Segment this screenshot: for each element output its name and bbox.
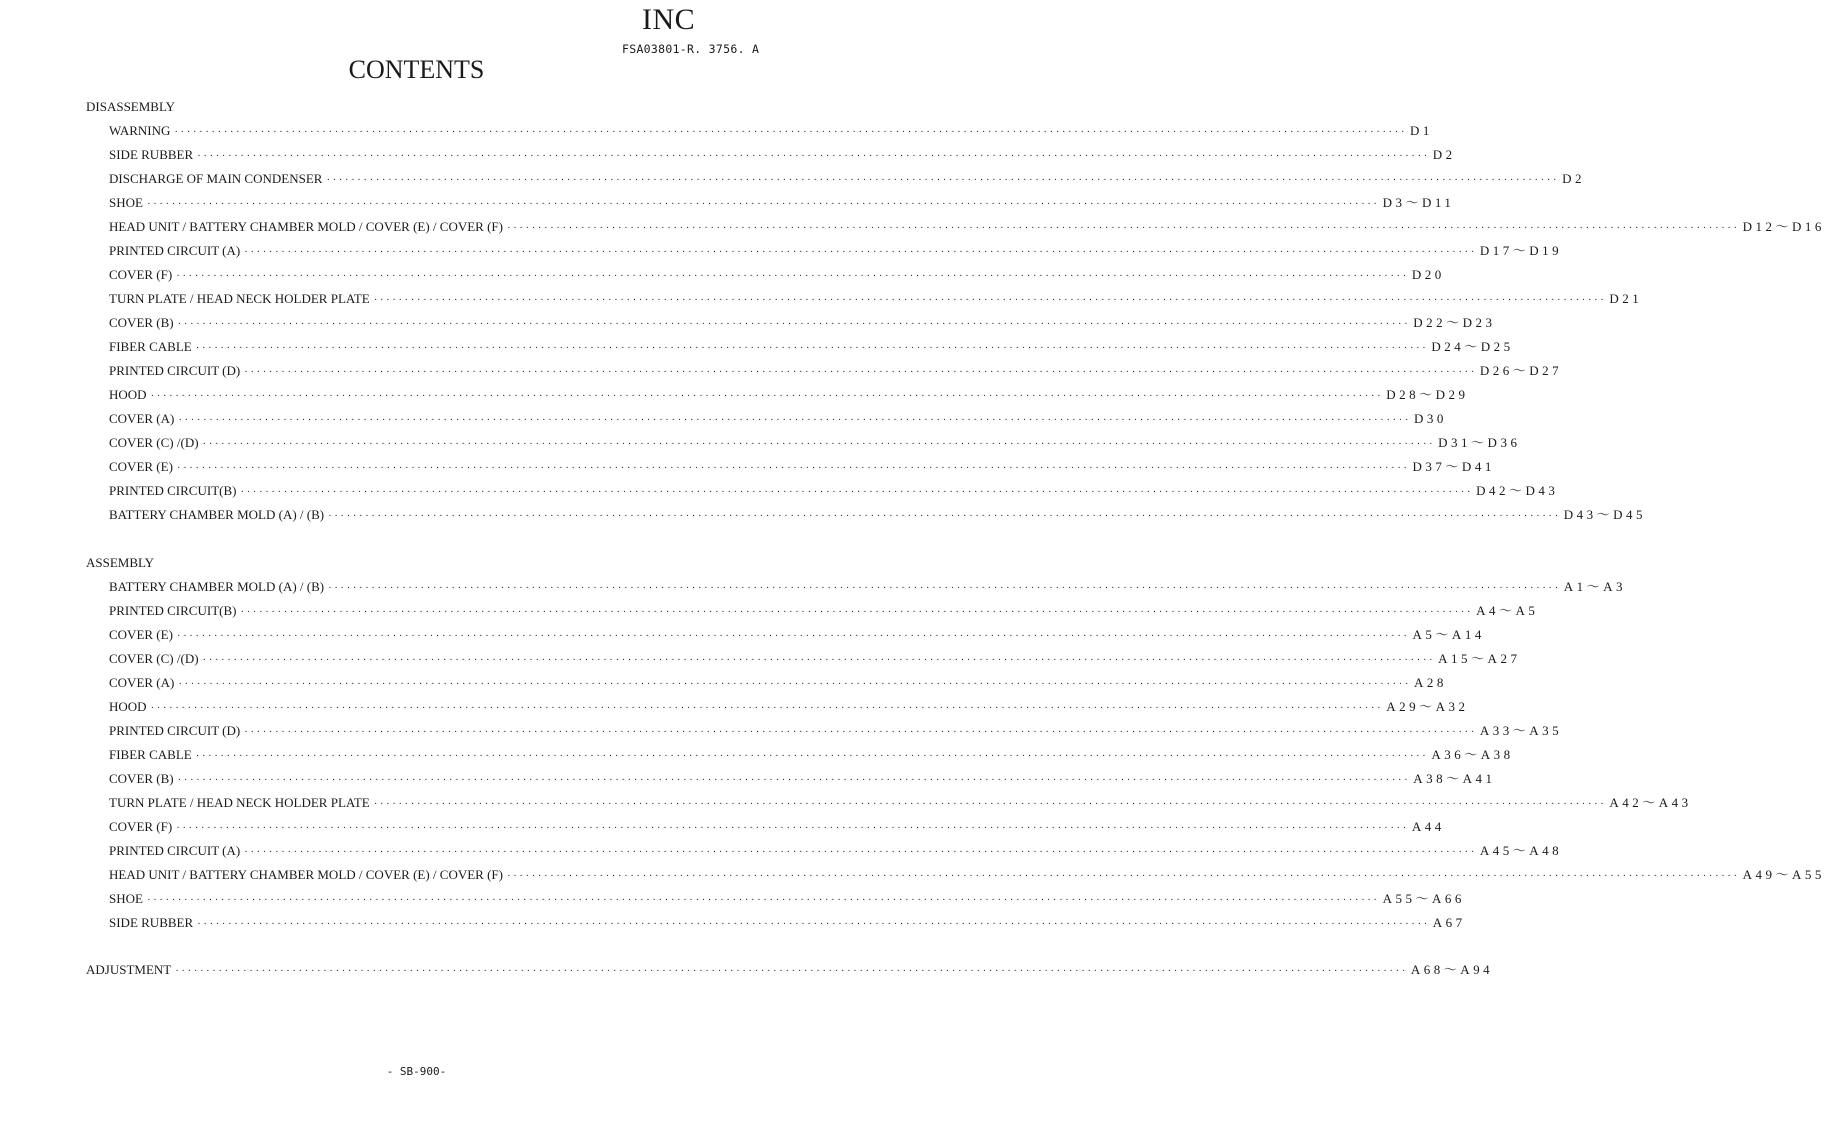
toc-entry-label: PRINTED CIRCUIT (D) [109, 723, 241, 738]
toc-entry-page: A68～A94 [1410, 962, 1494, 977]
toc-entry-label: PRINTED CIRCUIT(B) [109, 483, 237, 498]
toc-entry[interactable] [109, 771, 1496, 787]
dot-leader: ········································································································································································································ [195, 750, 1429, 762]
toc-entry-label: COVER (E) [109, 627, 173, 642]
dot-leader: ········································································································································································································ [202, 438, 1436, 450]
toc-entry-page: A55～A66 [1382, 891, 1465, 906]
toc-entry[interactable] [109, 291, 1643, 307]
toc-entry[interactable] [109, 171, 1585, 187]
toc-entry-page: D12～D16 [1742, 219, 1825, 234]
dot-leader: ········································································································································································································ [244, 366, 1477, 378]
dot-leader: ········································································································································································································ [178, 414, 1411, 426]
toc-entry-page: D21 [1609, 291, 1643, 306]
toc-entry-label: COVER (A) [109, 675, 175, 690]
dot-leader: ········································································································································································································ [150, 702, 1384, 714]
toc-entry-page: A38～A41 [1413, 771, 1496, 786]
toc-entry[interactable] [109, 891, 1465, 907]
dot-leader: ········································································································································································································ [146, 198, 1380, 210]
toc-entry-label: HOOD [109, 387, 147, 402]
toc-entry[interactable] [109, 123, 1433, 139]
dot-leader: ········································································································································································································ [146, 894, 1380, 906]
toc-entry-label: BATTERY CHAMBER MOLD (A) / (B) [109, 579, 325, 594]
dot-leader: ········································································································································································································ [373, 294, 1607, 306]
toc-entry-page: D20 [1411, 267, 1445, 282]
dot-leader: ········································································································································································································ [177, 318, 1411, 330]
toc-entry[interactable] [109, 723, 1563, 739]
toc-entry[interactable] [109, 795, 1692, 811]
toc-entry-label: SIDE RUBBER [109, 915, 194, 930]
toc-entry[interactable] [109, 675, 1447, 691]
toc-entry-page: D24～D25 [1431, 339, 1514, 354]
toc-entry[interactable] [109, 603, 1539, 619]
dot-leader: ········································································································································································································ [174, 126, 1408, 138]
dot-leader: ········································································································································································································ [326, 174, 1560, 186]
toc-entry[interactable] [109, 843, 1563, 859]
dot-leader: ········································································································································································································ [506, 222, 1740, 234]
toc-entry-label: COVER (F) [109, 267, 173, 282]
toc-entry-page: D30 [1413, 411, 1447, 426]
document-number: FSA03801-R. 3756. A [622, 42, 760, 56]
toc-entry[interactable] [109, 363, 1563, 379]
toc-entry-page: A5～A14 [1412, 627, 1485, 642]
toc-entry-page: A45～A48 [1479, 843, 1563, 858]
dot-leader: ········································································································································································································ [176, 270, 1409, 282]
toc-entry-page: A36～A38 [1431, 747, 1514, 762]
toc-entry-label: SHOE [109, 891, 143, 906]
toc-entry-page: D37～D41 [1412, 459, 1495, 474]
toc-entry-label: HEAD UNIT / BATTERY CHAMBER MOLD / COVER (E) / COVER (F) [109, 867, 503, 882]
toc-entry-page: D2 [1432, 147, 1456, 162]
toc-entry-page: A67 [1432, 915, 1466, 930]
toc-entry-label: PRINTED CIRCUIT(B) [109, 603, 237, 618]
dot-leader: ········································································································································································································ [244, 726, 1477, 738]
dot-leader: ········································································································································································································ [240, 606, 1474, 618]
toc-entry-page: D43～D45 [1563, 507, 1647, 522]
brand-name: INC [642, 3, 696, 36]
toc-entry[interactable] [109, 339, 1514, 355]
toc-entry-page: D31～D36 [1438, 435, 1521, 450]
toc-entry-label: TURN PLATE / HEAD NECK HOLDER PLATE [109, 795, 370, 810]
dot-leader: ········································································································································································································ [178, 678, 1411, 690]
toc-entry[interactable] [109, 651, 1521, 667]
toc-entry-label: BATTERY CHAMBER MOLD (A) / (B) [109, 507, 325, 522]
toc-entry-label: PRINTED CIRCUIT (D) [109, 363, 241, 378]
toc-entry[interactable] [109, 483, 1559, 499]
toc-entry[interactable] [109, 147, 1456, 163]
toc-entry-page: A15～A27 [1438, 651, 1521, 666]
toc-entry-label: WARNING [109, 123, 171, 138]
toc-entry-page: A33～A35 [1479, 723, 1563, 738]
dot-leader: ········································································································································································································ [506, 870, 1740, 882]
dot-leader: ········································································································································································································ [328, 510, 1561, 522]
toc-entry[interactable] [109, 243, 1563, 259]
toc-entry-label: COVER (C) /(D) [109, 435, 199, 450]
toc-entry-label: SHOE [109, 195, 143, 210]
toc-entry-page: D28～D29 [1386, 387, 1469, 402]
disassembly-heading: DISASSEMBLY [86, 99, 175, 114]
toc-entry[interactable] [109, 435, 1521, 451]
toc-entry-label: COVER (B) [109, 771, 174, 786]
toc-entry-label: PRINTED CIRCUIT (A) [109, 843, 241, 858]
dot-leader: ········································································································································································································ [202, 654, 1436, 666]
dot-leader: ········································································································································································································ [197, 150, 1430, 162]
toc-entry-label: COVER (F) [109, 819, 173, 834]
dot-leader: ········································································································································································································ [195, 342, 1429, 354]
toc-entry-page: A29～A32 [1386, 699, 1469, 714]
toc-entry-label: COVER (E) [109, 459, 173, 474]
toc-entry[interactable] [109, 867, 1825, 883]
toc-entry-page: D17～D19 [1479, 243, 1563, 258]
toc-entry[interactable] [109, 267, 1445, 283]
toc-entry-label: HEAD UNIT / BATTERY CHAMBER MOLD / COVER (E) / COVER (F) [109, 219, 503, 234]
page-footer: - SB-900- [386, 1065, 447, 1078]
toc-entry-label: COVER (A) [109, 411, 175, 426]
toc-entry-page: A28 [1413, 675, 1447, 690]
toc-entry-page: A44 [1411, 819, 1445, 834]
toc-entry[interactable] [109, 747, 1514, 763]
dot-leader: ········································································································································································································ [177, 774, 1411, 786]
toc-entry-adjustment[interactable] [86, 962, 1494, 978]
toc-entry[interactable] [109, 579, 1627, 595]
toc-entry[interactable] [109, 507, 1647, 523]
toc-entry-page: D1 [1410, 123, 1433, 138]
dot-leader: ········································································································································································································ [373, 798, 1607, 810]
toc-entry-page: D26～D27 [1479, 363, 1563, 378]
toc-entry-label: FIBER CABLE [109, 747, 192, 762]
dot-leader: ········································································································································································································ [244, 846, 1477, 858]
toc-entry-page: A4～A5 [1476, 603, 1539, 618]
toc-entry-label: ADJUSTMENT [86, 962, 172, 977]
dot-leader: ········································································································································································································ [328, 582, 1561, 594]
toc-entry[interactable] [109, 459, 1495, 475]
toc-entry-label: PRINTED CIRCUIT (A) [109, 243, 241, 258]
toc-entry-label: DISCHARGE OF MAIN CONDENSER [109, 171, 323, 186]
page-title: CONTENTS [348, 55, 485, 84]
toc-entry-page: D22～D23 [1413, 315, 1496, 330]
dot-leader: ········································································································································································································ [150, 390, 1384, 402]
dot-leader: ········································································································································································································ [176, 822, 1409, 834]
toc-entry[interactable] [109, 387, 1469, 403]
toc-entry[interactable] [109, 195, 1455, 211]
toc-entry-label: COVER (C) /(D) [109, 651, 199, 666]
toc-entry[interactable] [109, 699, 1469, 715]
toc-entry[interactable] [109, 915, 1466, 931]
toc-entry-page: D3～D11 [1382, 195, 1455, 210]
toc-entry[interactable] [109, 819, 1445, 835]
dot-leader: ········································································································································································································ [176, 462, 1410, 474]
toc-entry[interactable] [109, 627, 1485, 643]
toc-entry-label: FIBER CABLE [109, 339, 192, 354]
assembly-heading: ASSEMBLY [86, 555, 155, 570]
toc-entry-page: D42～D43 [1476, 483, 1559, 498]
dot-leader: ········································································································································································································ [240, 486, 1474, 498]
toc-entry-label: COVER (B) [109, 315, 174, 330]
toc-entry-page: D2 [1562, 171, 1585, 186]
toc-entry-page: A42～A43 [1609, 795, 1692, 810]
dot-leader: ········································································································································································································ [176, 630, 1410, 642]
toc-entry[interactable] [109, 219, 1825, 235]
dot-leader: ········································································································································································································ [175, 965, 1408, 977]
toc-entry[interactable] [109, 315, 1496, 331]
toc-entry-label: TURN PLATE / HEAD NECK HOLDER PLATE [109, 291, 370, 306]
dot-leader: ········································································································································································································ [244, 246, 1477, 258]
toc-entry-page: A1～A3 [1563, 579, 1627, 594]
dot-leader: ········································································································································································································ [197, 918, 1430, 930]
toc-entry-page: A49～A55 [1742, 867, 1825, 882]
toc-entry[interactable] [109, 411, 1447, 427]
toc-entry-label: SIDE RUBBER [109, 147, 194, 162]
toc-entry-label: HOOD [109, 699, 147, 714]
